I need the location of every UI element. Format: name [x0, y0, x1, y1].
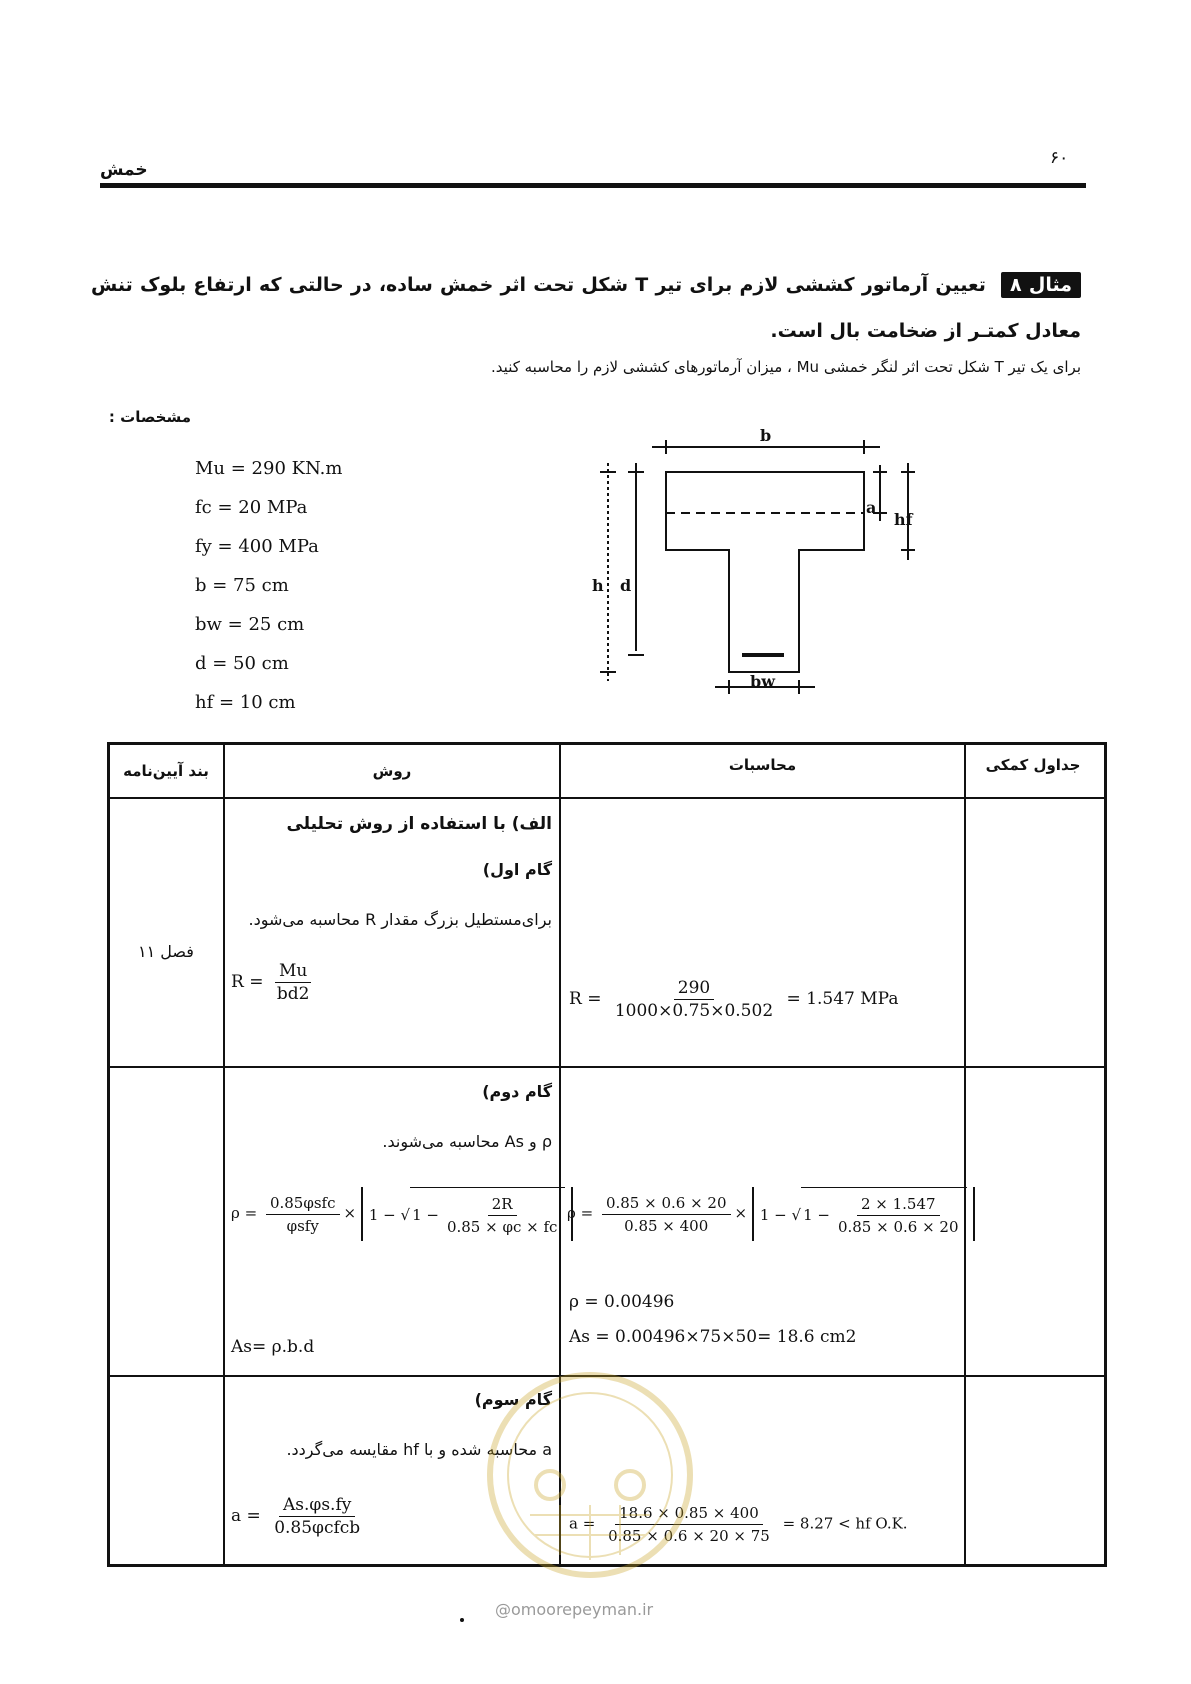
- example-badge: مثال ۸: [1001, 272, 1081, 298]
- step-3: گام سوم): [474, 1390, 552, 1409]
- label-bw: bw: [750, 672, 775, 691]
- as-result: As = 0.00496×75×50= 18.6 cm2: [569, 1327, 857, 1347]
- specs-title: مشخصات :: [108, 408, 191, 426]
- problem-text: برای یک تیر T شکل تحت اثر لنگر خمشی Mu ، میزان آرماتورهای کششی لازم را محاسبه کنید.: [491, 358, 1081, 376]
- calc-rho: ρ = $\frac{0.85 \times 0.6 \times 20}{0.85 \times 400}$ × 1 − √ 1 − $\frac{2 \times 1.547}{0.85 \times 0.6 \times 20}$: [567, 1187, 975, 1241]
- t-beam-diagram: [580, 425, 940, 715]
- label-h: h: [592, 576, 604, 595]
- page-number: ۶۰: [1050, 148, 1069, 168]
- spec-mu: Mu = 290 KN.m: [195, 458, 343, 479]
- section-analytical: الف) با استفاده از روش تحلیلی: [286, 814, 552, 834]
- clause-ref: فصل ۱۱: [138, 942, 194, 961]
- calc-a: a = $\frac{18.6 \times 0.85 \times 400}{0.85 \times 0.6 \times 20 \times 75}$ = 8.27 < hf O.K.: [569, 1504, 908, 1545]
- header-aux: جداول کمکی: [985, 756, 1081, 774]
- header-method: روش: [372, 762, 412, 780]
- formula-rho: ρ = $\frac{\text{0.85φsfc}}{\text{φsfy}}$ × 1 − √ 1 − $\frac{2R}{0.85 \times \varphi c \times fc}$: [231, 1187, 573, 1241]
- label-d: d: [620, 576, 632, 595]
- watermark-url: @omoorepeyman.ir: [495, 1600, 654, 1619]
- watermark-logo-icon: [480, 1365, 700, 1585]
- spec-b: b = 75 cm: [195, 575, 289, 596]
- label-hf: hf: [894, 510, 913, 529]
- step-2-desc: ρ و As محاسبه می‌شوند.: [382, 1132, 552, 1151]
- calc-r: R = $\frac{290}{1000\times 0.75\times 0.502}$ = 1.547 MPa: [569, 978, 899, 1021]
- header-clause: بند آیین‌نامه: [123, 762, 209, 780]
- t-beam-outline: [666, 472, 864, 672]
- chapter-title: خمش: [100, 160, 148, 180]
- header-calc: محاسبات: [728, 756, 797, 774]
- step-1: گام اول): [482, 860, 552, 879]
- as-formula: As= ρ.b.d: [231, 1337, 315, 1357]
- step-2: گام دوم): [482, 1082, 552, 1101]
- step-1-desc: برای‌مستطیل بزرگ مقدار R محاسبه می‌شود.: [248, 910, 552, 929]
- example-heading: [91, 262, 1081, 354]
- header-rule: [100, 183, 1086, 188]
- spec-hf: hf = 10 cm: [195, 692, 296, 713]
- label-a: a: [866, 498, 877, 517]
- step-3-desc: a محاسبه شده و با hf مقایسه می‌گردد.: [286, 1440, 552, 1459]
- stray-dot: [460, 1618, 464, 1622]
- spec-fc: fc = 20 MPa: [195, 497, 308, 518]
- formula-r: R = $\frac{Mu}{bd2}$: [231, 961, 310, 1004]
- spec-bw: bw = 25 cm: [195, 614, 305, 635]
- formula-a: a = $\frac{As.\varphi s.fy}{\text{0.85φcfcb}}$: [231, 1495, 361, 1538]
- rho-result: ρ = 0.00496: [569, 1292, 675, 1312]
- specs-list: [195, 458, 342, 731]
- spec-d: d = 50 cm: [195, 653, 289, 674]
- spec-fy: fy = 400 MPa: [195, 536, 319, 557]
- label-b: b: [760, 426, 772, 445]
- example-title: تعیین آرماتور کششی لازم برای تیر T شکل تحت اثر خمش ساده، در حالتی که ارتفاع بلوک تنش معادل کمتـر از ضخامت بال است.: [91, 274, 1081, 342]
